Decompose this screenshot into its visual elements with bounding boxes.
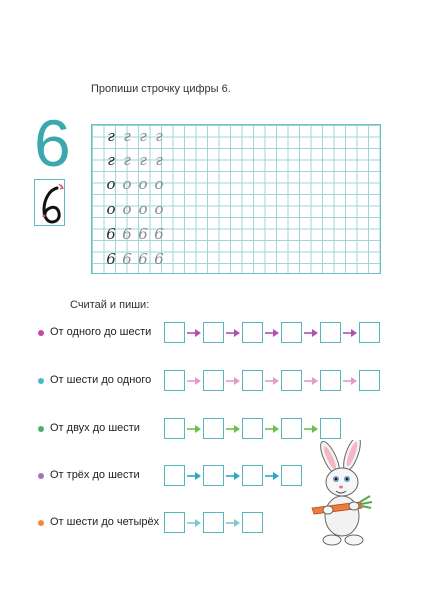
arrow-right-icon [224, 418, 242, 439]
trace-glyph: г [107, 151, 115, 169]
answer-box[interactable] [242, 512, 263, 533]
trace-glyph: г [139, 127, 147, 145]
trace-glyph: о [122, 175, 132, 193]
answer-chain [164, 370, 380, 391]
arrow-right-icon [185, 465, 203, 486]
bullet-dot-icon [38, 473, 44, 479]
arrow-right-icon [263, 465, 281, 486]
trace-glyph: г [155, 127, 163, 145]
trace-glyph: 6 [106, 225, 116, 243]
writing-sample-box [34, 179, 65, 226]
arrow-right-icon [263, 322, 281, 343]
arrow-right-icon [224, 512, 242, 533]
answer-box[interactable] [281, 418, 302, 439]
answer-box[interactable] [281, 370, 302, 391]
answer-box[interactable] [203, 465, 224, 486]
trace-glyph: 6 [138, 225, 148, 243]
answer-box[interactable] [164, 370, 185, 391]
trace-glyph: 6 [138, 250, 148, 268]
answer-box[interactable] [164, 465, 185, 486]
answer-box[interactable] [242, 370, 263, 391]
trace-glyph: г [123, 127, 131, 145]
trace-glyph: 6 [106, 250, 116, 268]
arrow-right-icon [341, 370, 359, 391]
answer-box[interactable] [164, 322, 185, 343]
arrow-right-icon [341, 322, 359, 343]
answer-box[interactable] [281, 465, 302, 486]
task1-instruction: Пропиши строчку цифры 6. [91, 83, 231, 95]
answer-box[interactable] [164, 418, 185, 439]
trace-glyph: 6 [122, 250, 132, 268]
answer-chain [164, 512, 263, 533]
answer-box[interactable] [359, 322, 380, 343]
trace-glyph: о [154, 200, 164, 218]
big-digit-six: 6 [34, 106, 71, 180]
trace-row [104, 222, 168, 247]
answer-box[interactable] [242, 322, 263, 343]
trace-glyph: 6 [154, 250, 164, 268]
arrow-right-icon [302, 370, 320, 391]
exercise-label: От двух до шести [50, 422, 140, 434]
trace-glyph: 6 [122, 225, 132, 243]
answer-box[interactable] [320, 322, 341, 343]
bullet-dot-icon [38, 330, 44, 336]
answer-box[interactable] [320, 418, 341, 439]
answer-box[interactable] [281, 322, 302, 343]
trace-row [104, 247, 168, 272]
bullet-dot-icon [38, 378, 44, 384]
bullet-dot-icon [38, 426, 44, 432]
arrow-right-icon [302, 322, 320, 343]
answer-box[interactable] [203, 418, 224, 439]
bunny-with-carrot-icon [308, 440, 378, 550]
answer-box[interactable] [359, 370, 380, 391]
trace-glyph: г [123, 151, 131, 169]
trace-glyph: о [138, 175, 148, 193]
answer-box[interactable] [242, 465, 263, 486]
trace-row [104, 124, 168, 149]
arrow-right-icon [263, 418, 281, 439]
answer-chain [164, 465, 302, 486]
bullet-dot-icon [38, 520, 44, 526]
arrow-right-icon [185, 322, 203, 343]
task2-instruction: Считай и пиши: [70, 299, 150, 311]
trace-row [104, 197, 168, 222]
trace-row [104, 148, 168, 173]
answer-box[interactable] [203, 512, 224, 533]
answer-box[interactable] [203, 370, 224, 391]
trace-glyph: 6 [154, 225, 164, 243]
arrow-right-icon [263, 370, 281, 391]
exercise-label: От шести до четырёх [50, 516, 160, 528]
trace-glyph: о [154, 175, 164, 193]
arrow-right-icon [224, 465, 242, 486]
arrow-right-icon [302, 418, 320, 439]
trace-glyph: о [106, 175, 116, 193]
arrow-right-icon [185, 370, 203, 391]
arrow-right-icon [185, 418, 203, 439]
six-stroke-guide-icon [35, 180, 66, 227]
answer-box[interactable] [242, 418, 263, 439]
answer-box[interactable] [164, 512, 185, 533]
trace-row [104, 172, 168, 197]
exercise-label: От трёх до шести [50, 469, 140, 481]
trace-glyph: о [138, 200, 148, 218]
trace-glyph: г [155, 151, 163, 169]
arrow-right-icon [224, 370, 242, 391]
trace-glyph: о [122, 200, 132, 218]
exercise-label: От одного до шести [50, 326, 152, 338]
trace-glyph: о [106, 200, 116, 218]
answer-chain [164, 322, 380, 343]
exercise-label: От шести до одного [50, 374, 152, 386]
trace-glyph: г [107, 127, 115, 145]
answer-box[interactable] [203, 322, 224, 343]
trace-glyph: г [139, 151, 147, 169]
arrow-right-icon [224, 322, 242, 343]
answer-chain [164, 418, 341, 439]
arrow-right-icon [185, 512, 203, 533]
answer-box[interactable] [320, 370, 341, 391]
